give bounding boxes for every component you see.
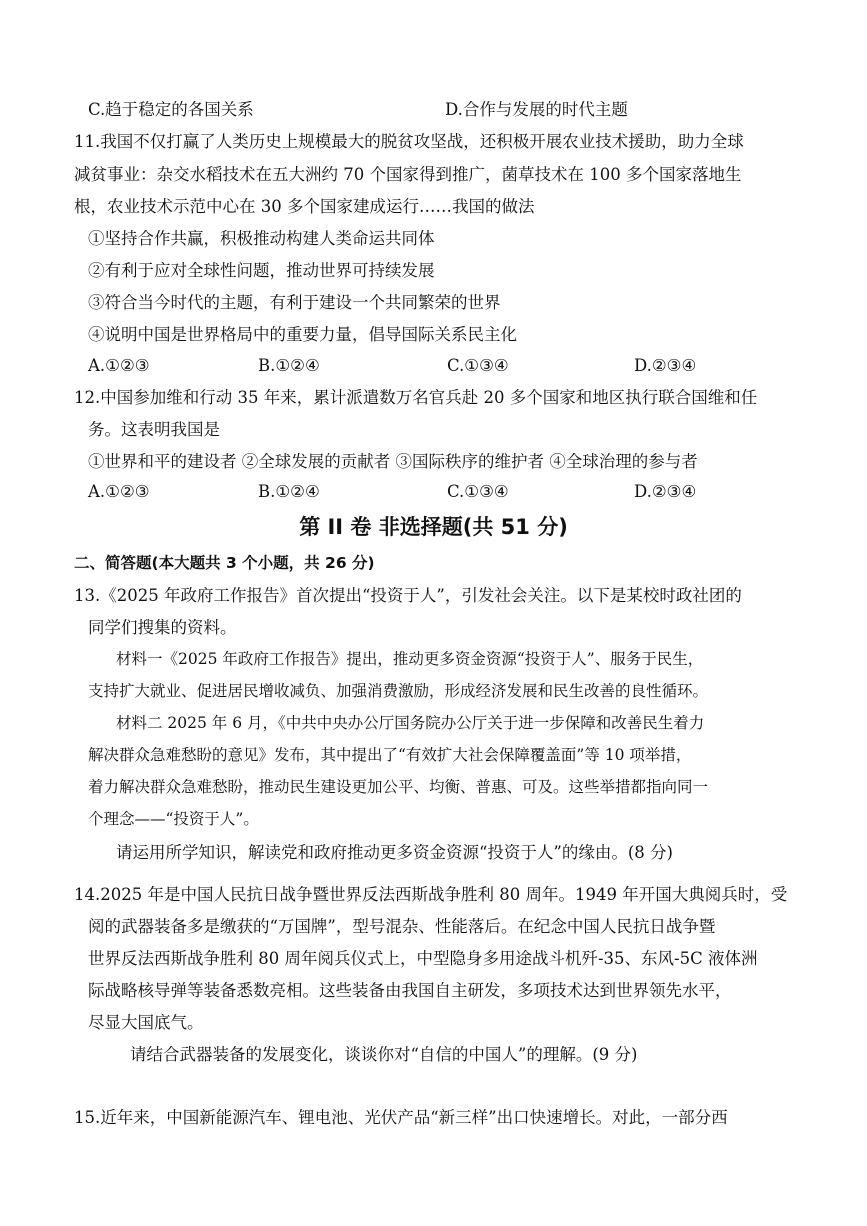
q14-stem-line: 世界反法西斯战争胜利 80 周年阅兵仪式上，中型隐身多用途战斗机歼-35、东风-5C 液体洲 [88, 949, 758, 968]
q13-stem-line: 同学们搜集的资料。 [88, 618, 237, 637]
q15-stem-line: 15.近年来，中国新能源汽车、锂电池、光伏产品“新三样”出口快速增长。对此，一部分西 [74, 1108, 728, 1127]
part2-heading: 二、简答题(本大题共 3 个小题，共 26 分) [74, 554, 375, 572]
q14-stem-line: 尽显大国底气。 [88, 1013, 204, 1032]
q11-option-c: C.①③④ [447, 356, 509, 375]
q11-option-d: D.②③④ [634, 356, 697, 375]
q11-item: ③符合当今时代的主题，有利于建设一个共同繁荣的世界 [88, 293, 501, 312]
q11-stem-line: 减贫事业：杂交水稻技术在五大洲约 70 个国家得到推广，菌草技术在 100 多个国家落地生 [74, 165, 742, 184]
q10-option-d: D.合作与发展的时代主题 [445, 100, 628, 119]
q12-option-d: D.②③④ [634, 482, 697, 501]
q12-option-c: C.①③④ [447, 482, 509, 501]
q13-material-line: 着力解决群众急难愁盼，推动民生建设更加公平、均衡、普惠、可及。这些举措都指向同一 [88, 778, 709, 796]
q11-item: ②有利于应对全球性问题，推动世界可持续发展 [88, 261, 435, 280]
q11-item: ④说明中国是世界格局中的重要力量，倡导国际关系民主化 [88, 325, 517, 344]
q12-items: ①世界和平的建设者 ②全球发展的贡献者 ③国际秩序的维护者 ④全球治理的参与者 [88, 452, 698, 471]
q14-stem-line: 阅的武器装备多是缴获的“万国牌”，型号混杂、性能落后。在纪念中国人民抗日战争暨 [88, 917, 716, 936]
q11-option-b: B.①②④ [258, 356, 320, 375]
q11-option-a: A.①②③ [88, 356, 150, 375]
q11-stem-line: 11.我国不仅打赢了人类历史上规模最大的脱贫攻坚战，还积极开展农业技术援助，助力全球 [74, 132, 744, 151]
q11-stem-line: 根，农业技术示范中心在 30 多个国家建成运行……我国的做法 [74, 197, 535, 216]
q12-option-a: A.①②③ [88, 482, 150, 501]
q14-stem-line: 际战略核导弹等装备悉数亮相。这些装备由我国自主研发，多项技术达到世界领先水平， [88, 981, 732, 1000]
section-title: 第 II 卷 非选择题(共 51 分) [299, 515, 568, 539]
q13-material-line: 解决群众急难愁盼的意见》发布，其中提出了“有效扩大社会保障覆盖面”等 10 项举措， [88, 746, 692, 764]
q12-stem-line: 务。这表明我国是 [88, 420, 220, 439]
q12-stem-line: 12.中国参加维和行动 35 年来，累计派遣数万名官兵赴 20 多个国家和地区执行联合国维和任 [74, 388, 758, 407]
q10-option-c: C.趋于稳定的各国关系 [88, 100, 254, 119]
q11-item: ①坚持合作共赢，积极推动构建人类命运共同体 [88, 229, 435, 248]
q14-stem-line: 14.2025 年是中国人民抗日战争暨世界反法西斯战争胜利 80 周年。1949 年开国大典阅兵时，受 [74, 885, 788, 904]
q13-material-line: 材料二 2025 年 6 月，《中共中央办公厅国务院办公厅关于进一步保障和改善民生着力 [116, 714, 705, 732]
q12-option-b: B.①②④ [258, 482, 320, 501]
q13-material-line: 材料一《2025 年政府工作报告》提出，推动更多资金资源“投资于人”、服务于民生， [116, 650, 704, 668]
q13-material-line: 个理念——“投资于人”。 [88, 810, 259, 828]
q13-material-line: 支持扩大就业、促进居民增收减负、加强消费激励，形成经济发展和民生改善的良性循环。 [88, 682, 709, 700]
q13-stem-line: 13.《2025 年政府工作报告》首次提出“投资于人”，引发社会关注。以下是某校时政社团的 [74, 586, 742, 605]
q14-question: 请结合武器装备的发展变化，谈谈你对“自信的中国人”的理解。(9 分) [130, 1045, 638, 1064]
q13-question: 请运用所学知识，解读党和政府推动更多资金资源“投资于人”的缘由。(8 分) [116, 843, 673, 862]
